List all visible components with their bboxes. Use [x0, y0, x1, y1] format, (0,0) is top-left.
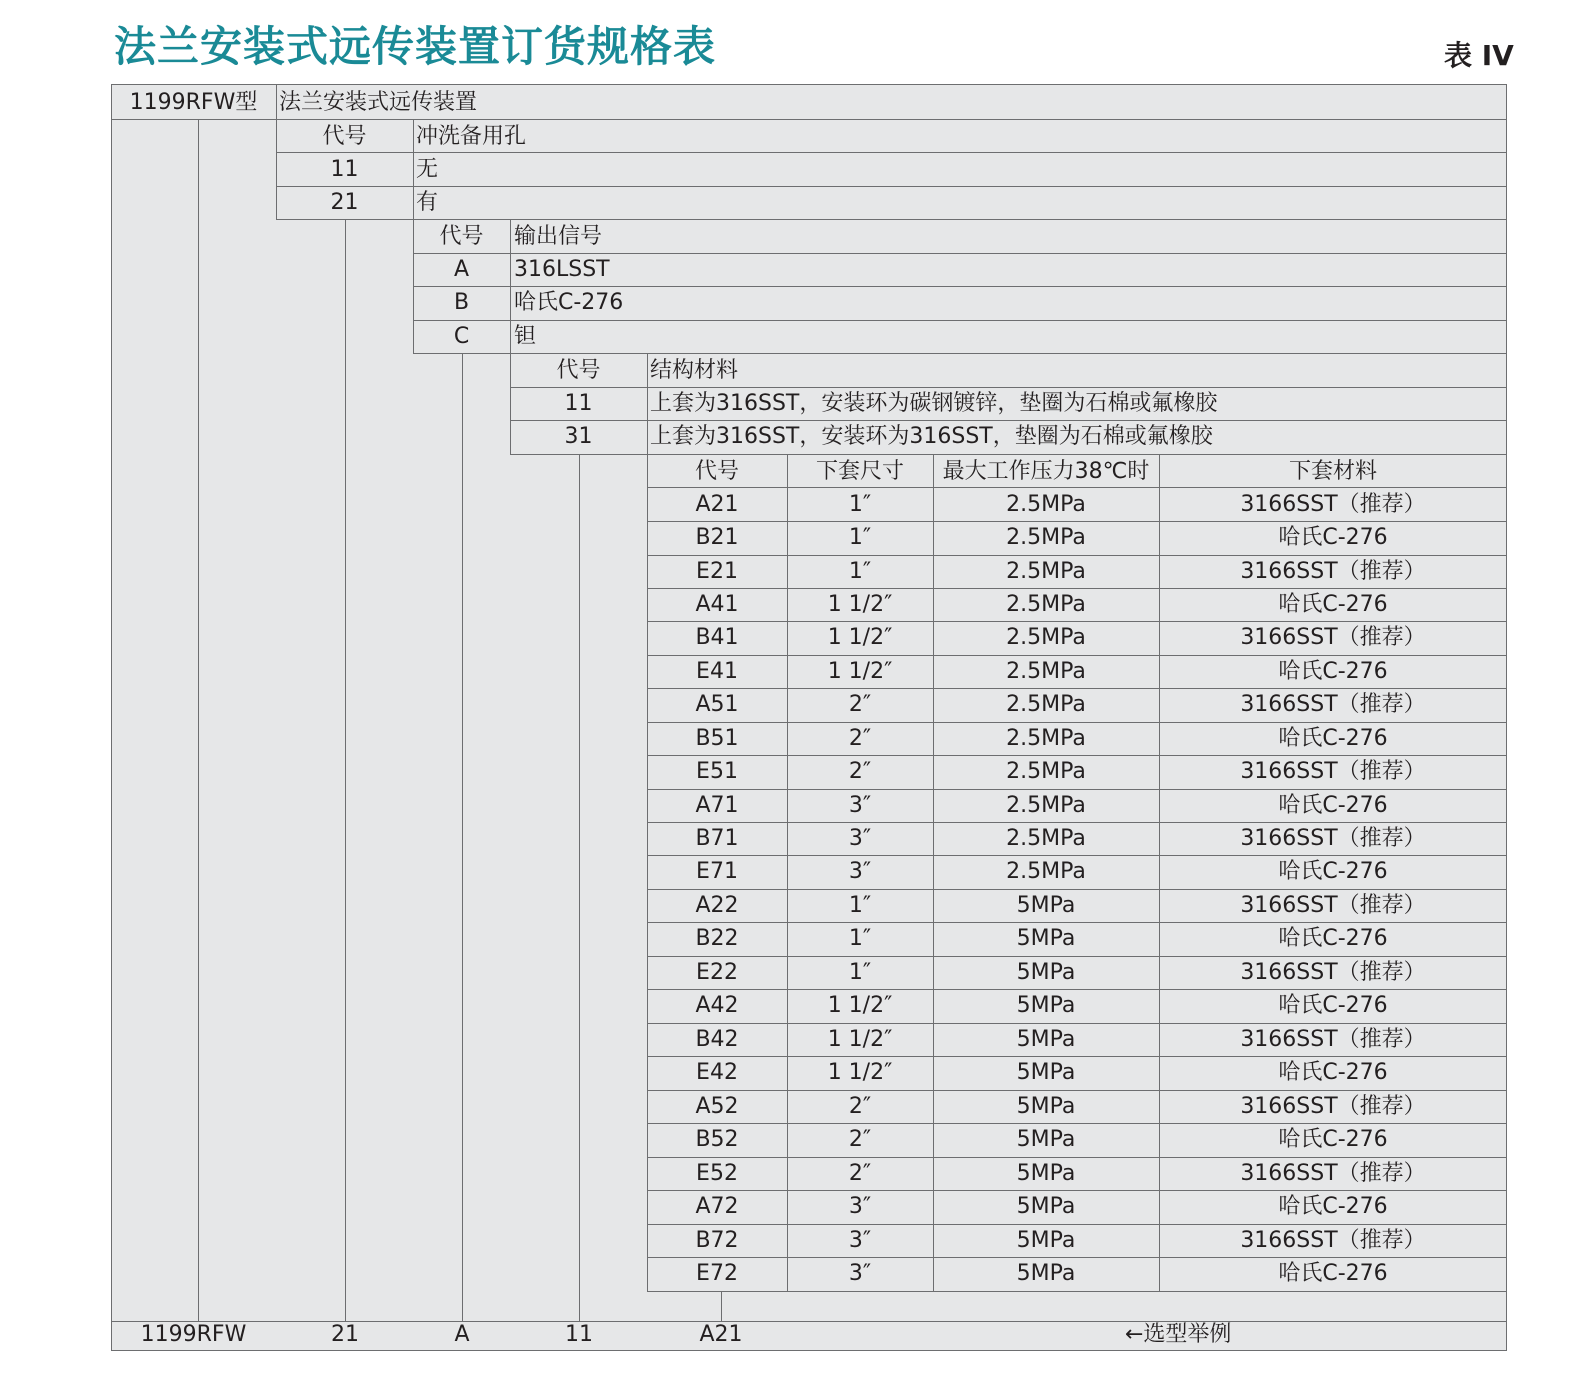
flush-header-name: 冲洗备用孔: [416, 124, 527, 149]
housing-code: B42: [695, 1027, 739, 1052]
housing-code: B22: [695, 926, 739, 951]
housing-material: 3166SST（推荐）: [1240, 1027, 1426, 1052]
housing-material: 3166SST（推荐）: [1240, 960, 1426, 985]
housing-material: 3166SST（推荐）: [1240, 1228, 1426, 1253]
signal-code-1: A: [453, 257, 470, 282]
signal-code-2: B: [453, 290, 470, 315]
housing-size: 3″: [848, 793, 872, 818]
housing-col-divider-3: [1159, 454, 1160, 1291]
housing-header-material: 下套材料: [1288, 459, 1377, 484]
housing-pressure: 5MPa: [1016, 1261, 1076, 1286]
housing-material: 哈氏C-276: [1278, 793, 1388, 818]
housing-size: 2″: [848, 726, 872, 751]
connector-structure: [579, 454, 580, 1322]
housing-size: 2″: [848, 1127, 872, 1152]
housing-pressure: 2.5MPa: [1006, 826, 1086, 851]
housing-pressure: 5MPa: [1016, 893, 1076, 918]
housing-code: A42: [695, 993, 739, 1018]
signal-header-name: 输出信号: [514, 224, 603, 249]
model-description: 法兰安装式远传装置: [279, 90, 478, 115]
housing-material: 哈氏C-276: [1278, 525, 1388, 550]
housing-pressure: 2.5MPa: [1006, 625, 1086, 650]
housing-code: E22: [696, 960, 738, 985]
signal-divider-3: [413, 320, 1507, 321]
housing-size: 1″: [848, 893, 872, 918]
housing-size: 3″: [848, 859, 872, 884]
housing-material: 3166SST（推荐）: [1240, 1161, 1426, 1186]
connector-model: [198, 119, 199, 1322]
housing-pressure: 2.5MPa: [1006, 726, 1086, 751]
housing-pressure: 5MPa: [1016, 1094, 1076, 1119]
housing-size: 1 1/2″: [827, 625, 893, 650]
housing-pressure: 5MPa: [1016, 1228, 1076, 1253]
housing-col-divider-2: [933, 454, 934, 1291]
housing-material: 哈氏C-276: [1278, 859, 1388, 884]
housing-code: E42: [696, 1060, 738, 1085]
housing-code: B21: [695, 525, 739, 550]
structure-col-divider: [647, 353, 648, 454]
structure-code-2: 31: [564, 424, 593, 449]
example-housing: A21: [699, 1322, 743, 1347]
housing-pressure: 2.5MPa: [1006, 559, 1086, 584]
table-number-label: 表 IV: [1444, 39, 1514, 72]
housing-size: 3″: [848, 1194, 872, 1219]
housing-code: A41: [695, 592, 739, 617]
housing-material: 哈氏C-276: [1278, 659, 1388, 684]
flush-header-code: 代号: [322, 124, 367, 149]
housing-material: 3166SST（推荐）: [1240, 826, 1426, 851]
flush-code-2: 21: [330, 190, 359, 215]
housing-material: 3166SST（推荐）: [1240, 893, 1426, 918]
model-col-divider: [276, 84, 277, 120]
housing-material: 3166SST（推荐）: [1240, 625, 1426, 650]
housing-code: A21: [695, 492, 739, 517]
housing-material: 3166SST（推荐）: [1240, 1094, 1426, 1119]
housing-left-border: [647, 454, 648, 1291]
housing-material: 哈氏C-276: [1278, 1261, 1388, 1286]
housing-material: 哈氏C-276: [1278, 993, 1388, 1018]
signal-col-divider: [510, 219, 511, 353]
housing-size: 2″: [848, 692, 872, 717]
housing-code: A72: [695, 1194, 739, 1219]
housing-pressure: 5MPa: [1016, 1060, 1076, 1085]
example-flush: 21: [331, 1322, 359, 1347]
housing-size: 1 1/2″: [827, 993, 893, 1018]
connector-flush: [345, 219, 346, 1322]
housing-pressure: 2.5MPa: [1006, 793, 1086, 818]
housing-size: 1″: [848, 960, 872, 985]
flush-left-border: [276, 119, 277, 219]
housing-material: 3166SST（推荐）: [1240, 559, 1426, 584]
housing-size: 1 1/2″: [827, 1027, 893, 1052]
housing-size: 1″: [848, 559, 872, 584]
housing-material: 哈氏C-276: [1278, 926, 1388, 951]
housing-code: E41: [696, 659, 738, 684]
example-note: ←选型举例: [1125, 1322, 1232, 1347]
housing-pressure: 5MPa: [1016, 1127, 1076, 1152]
housing-size: 1 1/2″: [827, 659, 893, 684]
housing-pressure: 2.5MPa: [1006, 759, 1086, 784]
housing-material: 哈氏C-276: [1278, 1127, 1388, 1152]
housing-header-size: 下套尺寸: [815, 459, 904, 484]
structure-name-1: 上套为316SST，安装环为碳钢镀锌，垫圈为石棉或氟橡胶: [650, 391, 1218, 416]
housing-pressure: 2.5MPa: [1006, 492, 1086, 517]
example-model: 1199RFW: [140, 1322, 247, 1347]
housing-size: 1 1/2″: [827, 1060, 893, 1085]
housing-material: 哈氏C-276: [1278, 726, 1388, 751]
housing-header-code: 代号: [694, 459, 739, 484]
housing-pressure: 5MPa: [1016, 993, 1076, 1018]
housing-material: 3166SST（推荐）: [1240, 492, 1426, 517]
housing-code: A52: [695, 1094, 739, 1119]
page-title: 法兰安装式远传装置订货规格表: [114, 22, 717, 71]
flush-name-1: 无: [416, 157, 439, 182]
row-divider: [647, 1291, 1507, 1292]
housing-code: B52: [695, 1127, 739, 1152]
housing-code: A51: [695, 692, 739, 717]
housing-code: B51: [695, 726, 739, 751]
housing-code: E21: [696, 559, 738, 584]
housing-size: 2″: [848, 1094, 872, 1119]
housing-material: 3166SST（推荐）: [1240, 692, 1426, 717]
structure-header-name: 结构材料: [650, 358, 739, 383]
signal-left-border: [413, 219, 414, 353]
housing-code: A71: [695, 793, 739, 818]
housing-code: B71: [695, 826, 739, 851]
housing-pressure: 2.5MPa: [1006, 692, 1086, 717]
example-structure: 11: [565, 1322, 593, 1347]
housing-code: B41: [695, 625, 739, 650]
signal-name-2: 哈氏C-276: [514, 290, 624, 315]
signal-name-3: 钽: [514, 324, 537, 349]
housing-material: 3166SST（推荐）: [1240, 759, 1426, 784]
housing-pressure: 5MPa: [1016, 1027, 1076, 1052]
flush-code-1: 11: [330, 157, 359, 182]
housing-size: 1″: [848, 926, 872, 951]
housing-code: A22: [695, 893, 739, 918]
housing-size: 1″: [848, 492, 872, 517]
structure-left-border: [510, 353, 511, 454]
housing-code: B72: [695, 1228, 739, 1253]
housing-code: E71: [696, 859, 738, 884]
housing-size: 1″: [848, 525, 872, 550]
housing-material: 哈氏C-276: [1278, 1060, 1388, 1085]
housing-material: 哈氏C-276: [1278, 1194, 1388, 1219]
housing-code: E52: [696, 1161, 738, 1186]
housing-material: 哈氏C-276: [1278, 592, 1388, 617]
housing-pressure: 5MPa: [1016, 960, 1076, 985]
housing-pressure: 2.5MPa: [1006, 525, 1086, 550]
housing-pressure: 2.5MPa: [1006, 659, 1086, 684]
flush-divider-2: [276, 186, 1507, 187]
housing-code: E51: [696, 759, 738, 784]
housing-size: 3″: [848, 826, 872, 851]
housing-col-divider-1: [787, 454, 788, 1291]
connector-signal: [462, 353, 463, 1322]
housing-pressure: 5MPa: [1016, 1194, 1076, 1219]
housing-pressure: 5MPa: [1016, 1161, 1076, 1186]
housing-size: 2″: [848, 759, 872, 784]
housing-size: 2″: [848, 1161, 872, 1186]
signal-header-code: 代号: [439, 224, 484, 249]
flush-divider-1: [276, 152, 1507, 153]
housing-size: 3″: [848, 1261, 872, 1286]
flush-name-2: 有: [416, 190, 439, 215]
signal-name-1: 316LSST: [514, 257, 610, 282]
structure-code-1: 11: [564, 391, 593, 416]
housing-pressure: 2.5MPa: [1006, 859, 1086, 884]
housing-pressure: 2.5MPa: [1006, 592, 1086, 617]
structure-name-2: 上套为316SST，安装环为316SST，垫圈为石棉或氟橡胶: [650, 424, 1213, 449]
housing-code: E72: [696, 1261, 738, 1286]
structure-header-code: 代号: [556, 358, 601, 383]
flush-col-divider: [413, 119, 414, 219]
model-code: 1199RFW型: [129, 90, 258, 115]
signal-code-3: C: [453, 324, 470, 349]
housing-pressure: 5MPa: [1016, 926, 1076, 951]
example-signal: A: [454, 1322, 470, 1347]
housing-size: 1 1/2″: [827, 592, 893, 617]
housing-size: 3″: [848, 1228, 872, 1253]
housing-header-pressure: 最大工作压力38℃时: [942, 459, 1150, 484]
